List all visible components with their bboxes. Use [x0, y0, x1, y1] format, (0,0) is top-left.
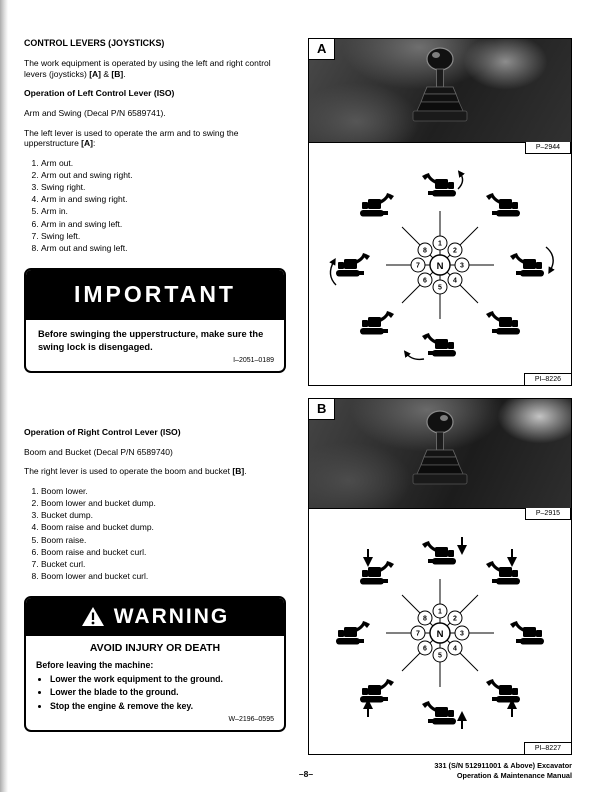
warning-lead: Before leaving the machine:: [36, 659, 154, 670]
compass-position-number: 7: [416, 630, 420, 638]
list-item: 4. Arm in and swing right.: [41, 194, 286, 205]
figure-a-diagram-code: PI–8226: [524, 373, 571, 385]
figure-a-photo: [309, 39, 571, 151]
compass-position-number: 3: [460, 630, 464, 638]
list-item: 7. Bucket curl.: [41, 559, 286, 570]
warning-header: [26, 598, 284, 636]
intro-paragraph: [24, 58, 286, 79]
figure-b-photo: [309, 399, 571, 517]
figure-ref-b: [B]: [232, 466, 245, 477]
left-lever-decal: Arm and Swing (Decal P/N 6589741).: [24, 108, 166, 119]
compass-position-number: 7: [416, 262, 420, 270]
intro-end: .: [123, 68, 126, 79]
important-code: I–2051–0189: [233, 357, 274, 365]
list-item: 2. Arm out and swing right.: [41, 170, 286, 181]
list-item: 2. Boom lower and bucket dump.: [41, 498, 286, 509]
list-item: 5. Boom raise.: [41, 535, 286, 546]
compass-position-number: 1: [438, 608, 442, 616]
figure-b-label: B: [309, 399, 335, 420]
list-item: 5. Arm in.: [41, 206, 286, 217]
list-item: 1. Boom lower.: [41, 486, 286, 497]
warning-box: [24, 596, 286, 733]
compass-center-label: N: [436, 260, 444, 272]
warning-subheader: AVOID INJURY OR DEATH: [89, 641, 221, 654]
page-title: CONTROL LEVERS (JOYSTICKS): [24, 38, 165, 48]
text-column: [24, 38, 286, 732]
warning-header-label: WARNING: [113, 604, 230, 628]
warning-bullet: • Lower the blade to the ground.: [50, 687, 284, 698]
figure-ref-a: [A]: [81, 138, 93, 149]
figure-ref-a: [A]: [89, 68, 101, 79]
list-item: 4. Boom raise and bucket dump.: [41, 522, 286, 533]
figure-b-diagram-code: PI–8227: [524, 742, 571, 754]
intro-amp: &: [101, 68, 112, 79]
important-body: Before swinging the upperstructure, make sure the swing lock is disengaged.: [38, 329, 264, 352]
figure-b: [308, 398, 572, 755]
manual-footer-line1: 331 (S/N 512911001 & Above) Excavator: [434, 761, 572, 771]
compass-position-number: 5: [438, 284, 442, 292]
page-number: –8–: [298, 769, 314, 779]
compass-position-number: 1: [438, 240, 442, 248]
compass-position-number: 3: [460, 262, 464, 270]
figure-a-photo-code: P–2944: [525, 142, 571, 154]
compass-position-number: 4: [453, 645, 457, 653]
compass-position-number: 2: [453, 615, 457, 623]
list-item: 3. Swing right.: [41, 182, 286, 193]
page-scan-edge: [0, 0, 8, 792]
warning-code: W–2196–0595: [228, 716, 274, 724]
left-lever-lead-end: :: [92, 138, 96, 149]
compass-position-number: 6: [423, 645, 427, 653]
left-lever-pattern-diagram: [316, 167, 564, 363]
joystick-icon: [405, 43, 475, 139]
intro-text: The work equipment is operated by using the left and right control levers (joysticks): [24, 58, 271, 79]
compass-position-number: 8: [423, 615, 427, 623]
compass-center-label: N: [436, 628, 444, 640]
manual-footer-line2: Operation & Maintenance Manual: [456, 771, 572, 781]
right-lever-decal: Boom and Bucket (Decal P/N 6589740): [24, 446, 173, 457]
list-item: 6. Arm in and swing left.: [41, 219, 286, 230]
manual-footer: [434, 761, 572, 781]
list-item: 7. Swing left.: [41, 231, 286, 242]
list-item: 1. Arm out.: [41, 158, 286, 169]
compass-position-number: 5: [438, 652, 442, 660]
compass-position-number: 4: [453, 277, 457, 285]
compass-position-number: 8: [423, 247, 427, 255]
left-lever-heading: Operation of Left Control Lever (ISO): [24, 88, 175, 99]
warning-triangle-icon: [81, 606, 105, 627]
figure-a-label: A: [309, 39, 335, 60]
left-lever-lead-text: The left lever is used to operate the arm and to swing the upperstructure: [24, 127, 239, 149]
warning-bullet: • Lower the work equipment to the ground.: [50, 674, 284, 685]
left-lever-lead: [24, 128, 286, 149]
right-lever-lead-text: The right lever is used to operate the boom and bucket: [24, 466, 233, 477]
warning-bullet-list: [50, 674, 284, 712]
compass-position-number: 2: [453, 247, 457, 255]
figure-b-photo-code: P–2915: [525, 508, 571, 520]
right-lever-lead-end: .: [244, 466, 247, 477]
right-lever-lead: [24, 466, 286, 477]
joystick-icon: [405, 406, 475, 502]
list-item: 8. Boom lower and bucket curl.: [41, 571, 286, 582]
list-item: 8. Arm out and swing left.: [41, 243, 286, 254]
right-lever-heading: Operation of Right Control Lever (ISO): [24, 427, 181, 438]
important-notice-box: [24, 268, 286, 373]
right-lever-pattern-diagram: [316, 535, 564, 731]
left-lever-function-list: [41, 158, 286, 254]
important-header: IMPORTANT: [26, 270, 284, 320]
figure-a: [308, 38, 572, 386]
figure-ref-b: [B]: [111, 68, 124, 79]
right-lever-function-list: [41, 486, 286, 582]
compass-position-number: 6: [423, 277, 427, 285]
warning-bullet: • Stop the engine & remove the key.: [50, 701, 284, 712]
list-item: 6. Boom raise and bucket curl.: [41, 547, 286, 558]
list-item: 3. Bucket dump.: [41, 510, 286, 521]
